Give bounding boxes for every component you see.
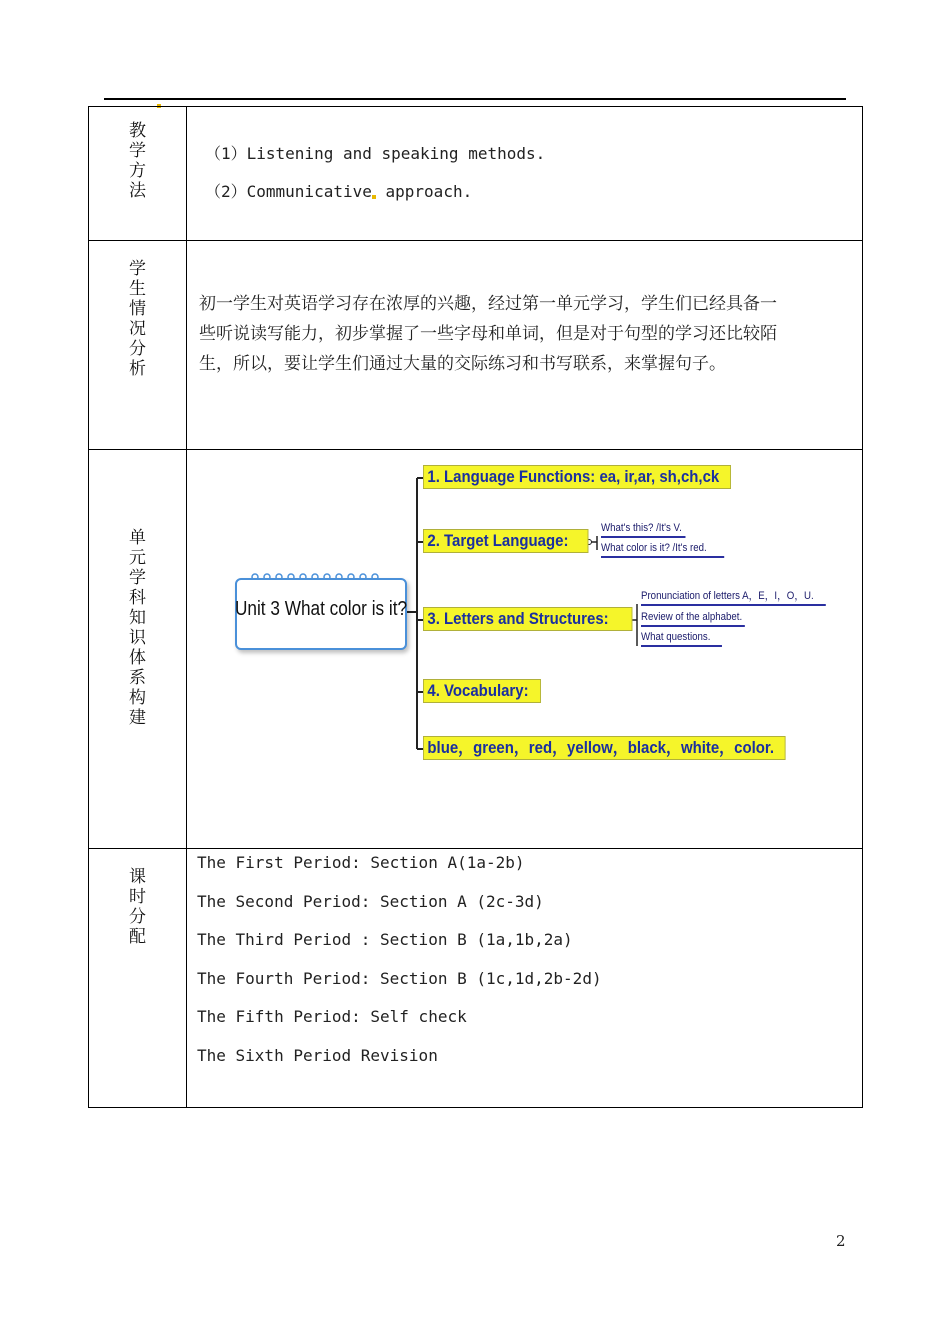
knowledge-row xyxy=(89,450,863,849)
branch-language-functions: 1. Language Functions: ea, ir,ar, sh,ch,ck xyxy=(423,465,731,489)
branch-target-language: 2. Target Language: xyxy=(423,529,588,553)
knowledge-content-cell xyxy=(187,450,863,849)
periods-content-cell xyxy=(187,849,863,1108)
period-line-5: The Fifth Period: Self check xyxy=(197,1007,467,1026)
analysis-line-3: 生，所以，要让学生们通过大量的交际练习和书写联系，来掌握句子。 xyxy=(199,354,726,374)
periods-row xyxy=(89,849,863,1108)
analysis-row xyxy=(89,241,863,450)
unit-title: Unit 3 What color is it? xyxy=(235,598,408,620)
knowledge-label: 单元学科知识体系构建 xyxy=(129,528,146,728)
method-line-2: （2）Communicative approach. xyxy=(205,182,473,201)
method-line-1: （1）Listening and speaking methods. xyxy=(205,144,546,163)
knowledge-label-cell xyxy=(89,450,187,849)
letters-item-1: Pronunciation of letters A，E，I，O，U. xyxy=(641,590,826,606)
branch-letters-structures: 3. Letters and Structures: xyxy=(423,607,632,631)
period-line-2: The Second Period: Section A (2c-3d) xyxy=(197,892,544,911)
period-line-4: The Fourth Period: Section B (1c,1d,2b-2d) xyxy=(197,969,602,988)
letters-item-2: Review of the alphabet. xyxy=(641,611,745,627)
methods-label: 教学方法 xyxy=(129,121,146,201)
lesson-plan-table xyxy=(88,106,863,1108)
methods-content-cell xyxy=(187,107,863,241)
methods-label-cell xyxy=(89,107,187,241)
page-number: 2 xyxy=(836,1232,846,1250)
periods-label: 课时分配 xyxy=(129,867,146,947)
target-language-item-2: What color is it? /It's red. xyxy=(601,542,724,558)
periods-label-cell xyxy=(89,849,187,1108)
analysis-content-cell xyxy=(187,241,863,450)
methods-row xyxy=(89,107,863,241)
analysis-label-cell xyxy=(89,241,187,450)
analysis-label: 学生情况分析 xyxy=(129,259,146,379)
header-rule xyxy=(104,98,846,100)
period-line-3: The Third Period : Section B (1a,1b,2a) xyxy=(197,930,573,949)
analysis-line-1: 初一学生对英语学习存在浓厚的兴趣，经过第一单元学习，学生们已经具备一 xyxy=(199,294,777,314)
branch-vocabulary-words: blue，green，red，yellow，black，white，color. xyxy=(423,736,786,760)
mind-map xyxy=(187,450,862,848)
period-line-1: The First Period: Section A(1a-2b) xyxy=(197,853,525,872)
target-language-item-1: What's this? /It's V. xyxy=(601,522,685,538)
letters-item-3: What questions. xyxy=(641,631,722,647)
branch-vocabulary: 4. Vocabulary: xyxy=(423,679,541,703)
analysis-text xyxy=(199,289,854,379)
analysis-line-2: 些听说读写能力，初步掌握了一些字母和单词，但是对于句型的学习还比较陌 xyxy=(199,324,777,344)
period-line-6: The Sixth Period Revision xyxy=(197,1046,438,1065)
